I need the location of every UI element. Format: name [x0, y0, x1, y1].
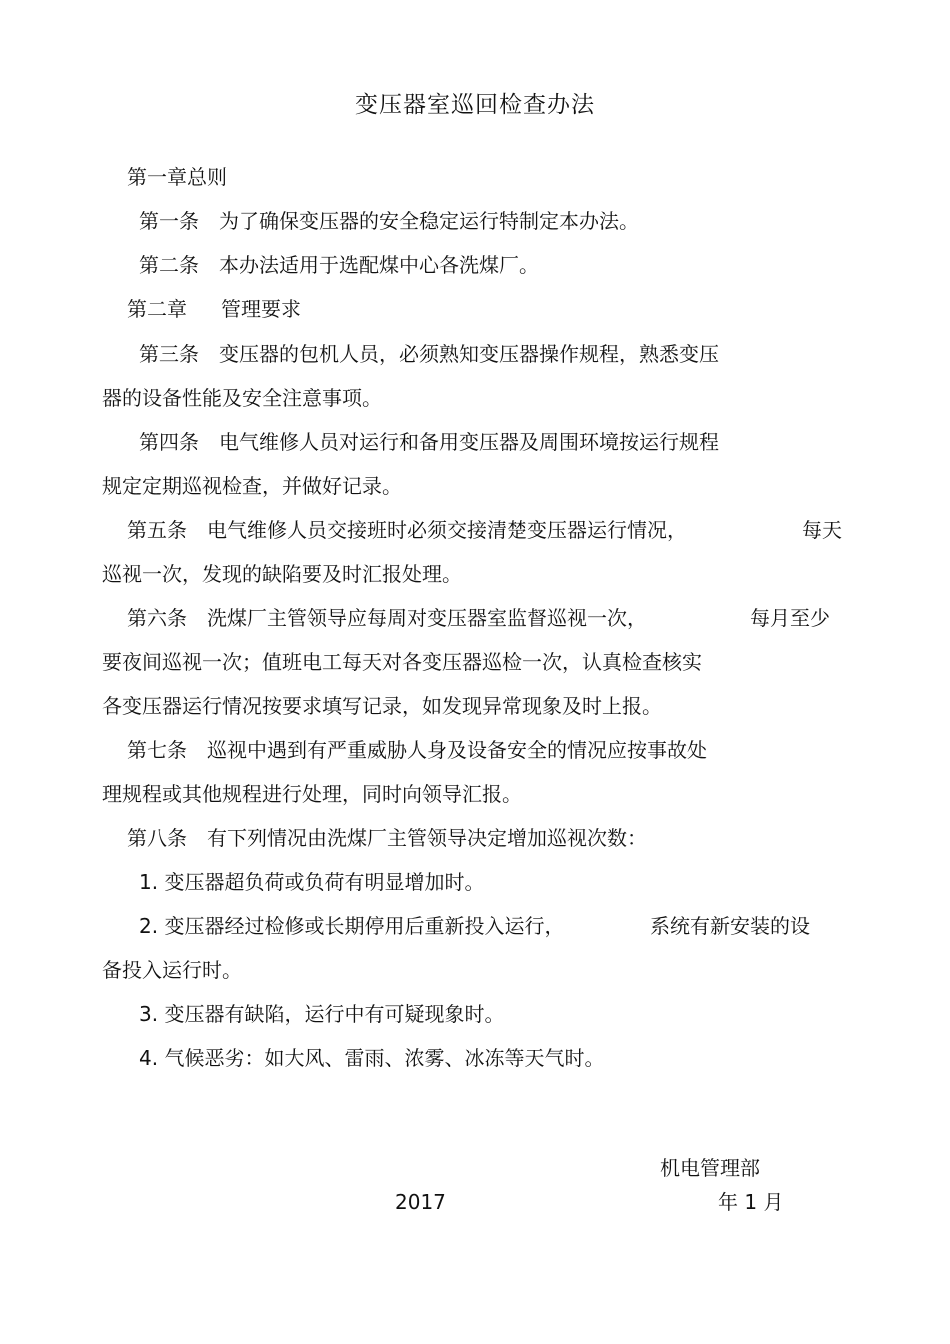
list-item-2-text-b: 系统有新安装的设 [650, 914, 810, 938]
article-2 [139, 251, 539, 279]
article-6-line-3: 各变压器运行情况按要求填写记录，如发现异常现象及时上报。 [102, 694, 662, 718]
article-4-line-1 [139, 428, 719, 456]
article-7-text-1: 巡视中遇到有严重威胁人身及设备安全的情况应按事故处 [207, 738, 707, 762]
article-3-line-2: 器的设备性能及安全注意事项。 [102, 386, 382, 410]
article-6-text-1b: 每月至少 [750, 606, 830, 630]
article-1 [139, 207, 639, 235]
article-1-label: 第一条 [139, 209, 199, 233]
article-2-text: 本办法适用于选配煤中心各洗煤厂。 [219, 253, 539, 277]
list-item-1: 1. 变压器超负荷或负荷有明显增加时。 [139, 870, 485, 894]
article-6-line-2: 要夜间巡视一次；值班电工每天对各变压器巡检一次，认真检查核实 [102, 650, 702, 674]
article-7-label: 第七条 [127, 738, 187, 762]
list-item-2-line-2: 备投入运行时。 [102, 958, 242, 982]
list-item-3: 3. 变压器有缺陷，运行中有可疑现象时。 [139, 1002, 505, 1026]
article-3-label: 第三条 [139, 342, 199, 366]
article-7-line-1 [127, 736, 707, 764]
article-8-label: 第八条 [127, 826, 187, 850]
signature-month: 年 1 月 [718, 1190, 784, 1214]
article-2-label: 第二条 [139, 253, 199, 277]
article-4-label: 第四条 [139, 430, 199, 454]
chapter-2-text: 管理要求 [221, 297, 301, 321]
article-4-line-2: 规定定期巡视检查，并做好记录。 [102, 474, 402, 498]
chapter-2-label: 第二章 [127, 297, 187, 321]
article-3-text-1: 变压器的包机人员，必须熟知变压器操作规程，熟悉变压 [219, 342, 719, 366]
article-4-text-1: 电气维修人员对运行和备用变压器及周围环境按运行规程 [219, 430, 719, 454]
article-8-line [127, 824, 647, 852]
chapter-2-heading [127, 295, 301, 323]
chapter-1-heading: 第一章总则 [127, 165, 227, 189]
article-6-line-1 [127, 604, 647, 632]
article-6-label: 第六条 [127, 606, 187, 630]
signature-year: 2017 [395, 1190, 446, 1214]
article-3-line-1 [139, 340, 719, 368]
article-5-line-2: 巡视一次，发现的缺陷要及时汇报处理。 [102, 562, 462, 586]
list-item-2-line-1: 2. 变压器经过检修或长期停用后重新投入运行， [139, 914, 565, 938]
article-5-text-1a: 电气维修人员交接班时必须交接清楚变压器运行情况， [207, 518, 687, 542]
article-6-text-1a: 洗煤厂主管领导应每周对变压器室监督巡视一次， [207, 606, 647, 630]
list-item-4: 4. 气候恶劣：如大风、雷雨、浓雾、冰冻等天气时。 [139, 1046, 605, 1070]
article-7-line-2: 理规程或其他规程进行处理，同时向领导汇报。 [102, 782, 522, 806]
article-1-text: 为了确保变压器的安全稳定运行特制定本办法。 [219, 209, 639, 233]
article-8-text: 有下列情况由洗煤厂主管领导决定增加巡视次数： [207, 826, 647, 850]
document-title: 变压器室巡回检查办法 [355, 92, 595, 118]
article-5-label: 第五条 [127, 518, 187, 542]
signature-department: 机电管理部 [660, 1156, 760, 1180]
article-5-text-1b: 每天 [802, 518, 842, 542]
article-5-line-1 [127, 516, 687, 544]
